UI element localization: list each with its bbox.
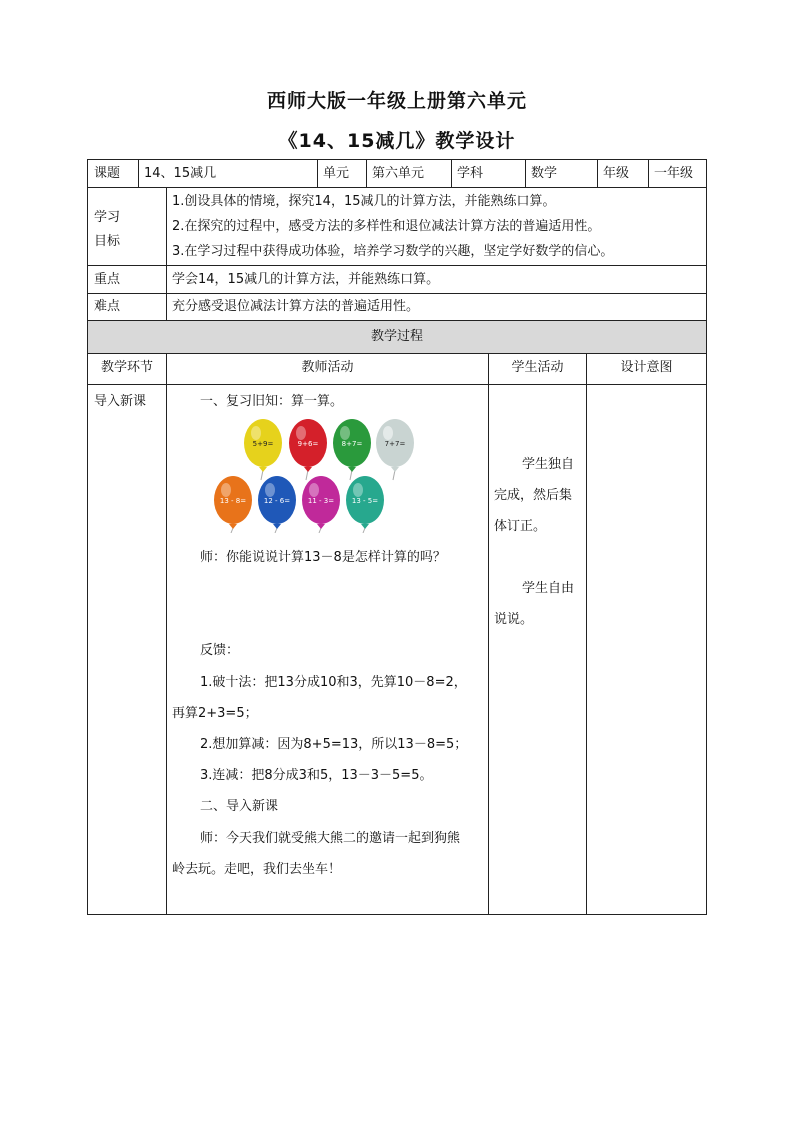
row-rule — [87, 320, 707, 321]
balloon-label: 5+9= — [252, 440, 274, 448]
key-point-label: 重点 — [94, 272, 121, 287]
method-1: 1.破十法：把13分成10和3，先算10－8=2， — [200, 675, 467, 690]
col-header-student: 学生活动 — [511, 360, 564, 375]
balloon-label: 9+6= — [297, 440, 319, 448]
document-title: 西师大版一年级上册第六单元 — [266, 90, 527, 112]
col-rule — [648, 159, 649, 187]
row-rule — [87, 293, 707, 294]
col-rule — [586, 353, 587, 914]
stage-label: 导入新课 — [94, 394, 147, 409]
col-header-teacher: 教师活动 — [301, 360, 354, 375]
unit-label: 单元 — [323, 166, 350, 181]
student-activity: 完成，然后集 — [494, 488, 573, 503]
student-activity: 体订正。 — [494, 519, 547, 534]
col-rule — [317, 159, 318, 187]
objectives-label: 学习 — [94, 210, 121, 225]
intro-title: 二、导入新课 — [200, 799, 279, 814]
intro-text-cont: 岭去玩。走吧，我们去坐车！ — [172, 862, 342, 877]
objectives-label: 目标 — [94, 234, 121, 249]
balloon — [214, 476, 252, 533]
table-border-left — [87, 159, 88, 915]
col-rule — [488, 353, 489, 914]
balloon-label: 13 - 8= — [219, 497, 247, 505]
balloon-label: 7+7= — [384, 440, 406, 448]
col-rule — [138, 159, 139, 187]
topic-value: 14、15减几 — [144, 166, 217, 181]
student-activity: 学生独自 — [522, 457, 575, 472]
grade-label: 年级 — [603, 166, 630, 181]
difficulty-label: 难点 — [94, 299, 121, 314]
balloon-label: 12 - 6= — [263, 497, 291, 505]
row-rule — [87, 187, 707, 188]
balloon — [302, 476, 340, 533]
balloon — [376, 419, 414, 480]
teacher-question: 师：你能说说计算13－8是怎样计算的吗？ — [200, 550, 446, 565]
table-border-bottom — [87, 914, 707, 915]
col-rule — [166, 187, 167, 320]
grade-value: 一年级 — [654, 166, 694, 181]
balloon — [333, 419, 371, 480]
balloon-exercise-image — [205, 418, 430, 533]
subject-label: 学科 — [457, 166, 484, 181]
student-activity: 说说。 — [494, 612, 534, 627]
student-activity: 学生自由 — [522, 581, 575, 596]
col-header-stage: 教学环节 — [100, 360, 153, 375]
balloon — [346, 476, 384, 533]
balloon-label: 8+7= — [341, 440, 363, 448]
key-point-text: 学会14，15减几的计算方法，并能熟练口算。 — [172, 272, 440, 287]
intro-text: 师：今天我们就受熊大熊二的邀请一起到狗熊 — [200, 831, 461, 846]
method-2: 2.想加算减：因为8+5=13，所以13－8=5； — [200, 737, 468, 752]
document-subtitle: 《14、15减几》教学设计 — [278, 130, 516, 152]
col-header-intent: 设计意图 — [620, 360, 673, 375]
col-rule — [451, 159, 452, 187]
review-title: 一、复习旧知：算一算。 — [200, 394, 344, 409]
balloon — [244, 419, 282, 480]
objective-item: 2.在探究的过程中，感受方法的多样性和退位减法计算方法的普遍适用性。 — [172, 219, 601, 234]
col-rule — [366, 159, 367, 187]
objective-item: 3.在学习过程中获得成功体验，培养学习数学的兴趣，坚定学好数学的信心。 — [172, 244, 614, 259]
row-rule — [87, 265, 707, 266]
difficulty-text: 充分感受退位减法计算方法的普遍适用性。 — [172, 299, 420, 314]
subject-value: 数学 — [531, 166, 558, 181]
col-rule — [166, 353, 167, 914]
balloon-label: 11 - 3= — [307, 497, 335, 505]
col-rule — [525, 159, 526, 187]
balloon — [289, 419, 327, 480]
balloon — [258, 476, 296, 533]
method-3: 3.连减：把8分成3和5，13－3－5=5。 — [200, 768, 433, 783]
col-rule — [597, 159, 598, 187]
row-rule — [87, 353, 707, 354]
topic-label: 课题 — [94, 166, 121, 181]
feedback-label: 反馈： — [200, 643, 240, 658]
row-rule — [87, 384, 707, 385]
table-border-right — [706, 159, 707, 915]
objective-item: 1.创设具体的情境，探究14，15减几的计算方法，并能熟练口算。 — [172, 194, 556, 209]
method-1-cont: 再算2+3=5； — [172, 706, 258, 721]
balloon-label: 13 - 5= — [351, 497, 379, 505]
table-border-top — [87, 159, 707, 160]
process-header: 教学过程 — [370, 329, 423, 344]
unit-value: 第六单元 — [372, 166, 425, 181]
